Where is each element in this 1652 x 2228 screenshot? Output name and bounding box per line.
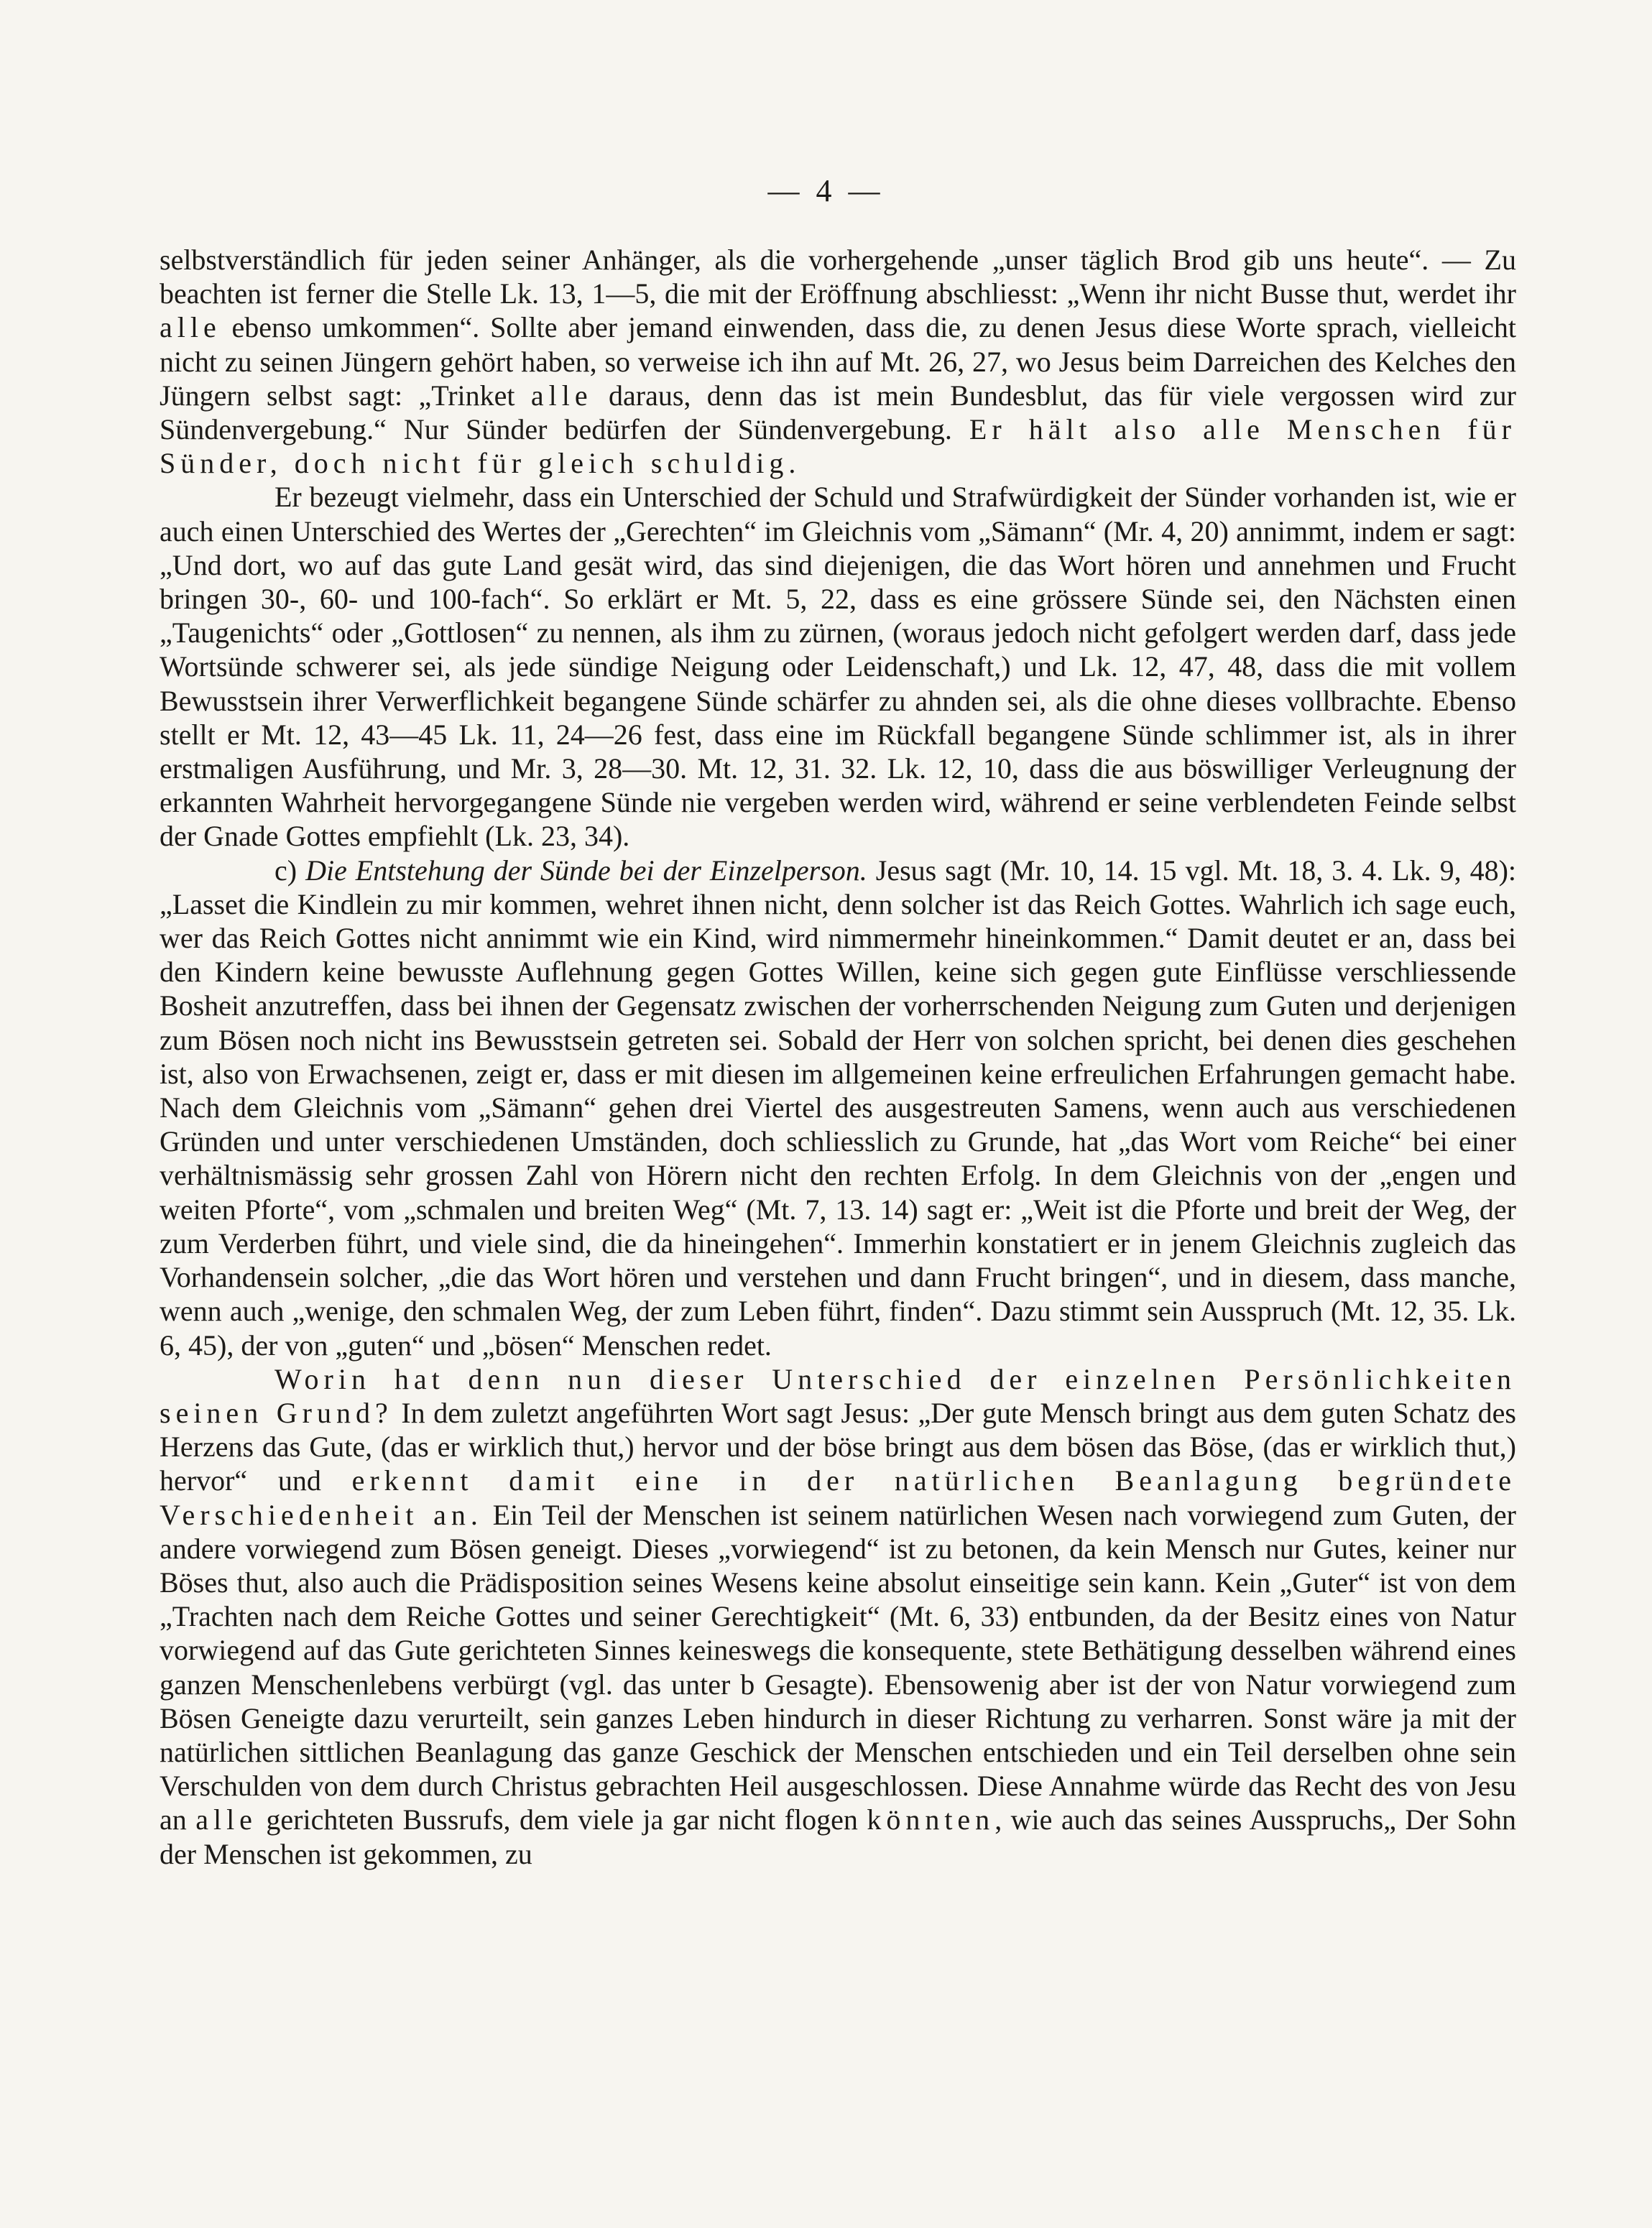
text-run: gerichteten Bussrufs, dem viele ja gar nicht flogen (257, 1803, 867, 1836)
italic-heading: Die Entstehung der Sünde bei der Einzelperson. (305, 854, 867, 887)
text-run: Er bezeugt vielmehr, dass ein Unterschied der Schuld und Strafwürdigkeit der Sünder vorhanden ist, wie er auch einen Unterschied des Wertes der „Gerechten“ im Gleichnis vom „Sämann“ (Mr. 4, 20) annimmt, indem er sagt: „Und dort, wo auf das gute Land gesät wird, das sind diejenigen, die das Wort hören und annehmen und Frucht bringen 30-, 60- und 100-fach“. So erklärt er Mt. 5, 22, dass es eine grössere Sünde sei, den Nächsten einen „Taugenichts“ oder „Gottlosen“ zu nennen, als ihm zu zürnen, (woraus jedoch nicht gefolgert werden darf, dass jede Wortsünde schwerer sei, als jede sündige Neigung oder Leidenschaft,) und Lk. 12, 47, 48, dass die mit vollem Bewusstsein ihrer Verwerflichkeit begangene Sünde schärfer zu ahnden sei, als die ohne dieses vollbrachte. Ebenso stellt er Mt. 12, 43—45 Lk. 11, 24—26 fest, dass eine im Rückfall begangene Sünde schlimmer ist, als in ihrer erstmaligen Ausführung, und Mr. 3, 28—30. Mt. 12, 31. 32. Lk. 12, 10, dass die aus böswilliger Verleugnung der erkannten Wahrheit hervorgegangene Sünde nie vergeben werden wird, während er seine verblendeten Feinde selbst der Gnade Gottes empfiehlt (Lk. 23, 34). (160, 481, 1516, 853)
text-run: c) (274, 854, 306, 887)
paragraph (160, 480, 1516, 853)
spaced-emphasis: Worin hat denn nun dieser Unterschied der einzelnen Persönlichkeiten seinen Grund? (160, 1362, 1516, 1429)
text-run: selbstverständlich für jeden seiner Anhänger, als die vorhergehende „unser täglich Brod gib uns heute“. — Zu beachten ist ferner die Stelle Lk. 13, 1—5, die mit der Eröffnung abschliesst: „Wenn ihr nicht Busse thut, werdet ihr (160, 244, 1516, 310)
spaced-emphasis: könnten (867, 1803, 995, 1836)
spaced-emphasis: erkennt damit eine in der natürlichen Beanlagung begründete Verschiedenheit an. (160, 1464, 1516, 1531)
spaced-emphasis: Er hält also alle Menschen für Sünder, doch nicht für gleich schuldig. (160, 413, 1516, 480)
text-run: In dem zuletzt angeführten Wort sagt Jesus: „Der gute Mensch bringt aus dem guten Schatz des Herzens das Gute, (das er wirklich thut,) hervor und der böse bringt aus dem bösen das Böse, (das er wirklich thut,) hervor“ und (160, 1396, 1516, 1497)
text-run: daraus, denn das ist mein Bundesblut, das für viele vergossen wird zur Sündenvergebung.“ Nur Sünder bedürfen der Sündenvergebung. (160, 379, 1516, 446)
text-run: Ein Teil der Menschen ist seinem natürlichen Wesen nach vorwiegend zum Guten, der andere vorwiegend zum Bösen geneigt. Dieses „vorwiegend“ ist zu betonen, da kein Mensch nur Gutes, keiner nur Böses thut, also auch die Prädisposition seines Wesens keine absolut einseitige sein kann. Kein „Guter“ ist von dem „Trachten nach dem Reiche Gottes und seiner Gerechtigkeit“ (Mt. 6, 33) entbunden, da der Besitz eines von Natur vorwiegend auf das Gute gerichteten Sinnes keineswegs die konsequente, stete Bethätigung desselben während eines ganzen Menschenlebens verbürgt (vgl. das unter b Gesagte). Ebensowenig aber ist der von Natur vorwiegend zum Bösen Geneigte dazu verurteilt, sein ganzes Leben hindurch in dieser Richtung zu verharren. Sonst wäre ja mit der natürlichen sittlichen Beanlagung das ganze Geschick der Menschen entschieden und ein Teil derselben ohne sein Verschulden von dem durch Christus gebrachten Heil ausgeschlossen. Diese Annahme würde das Recht des von Jesu an (160, 1498, 1516, 1836)
text-run: , wie auch das seines Ausspruchs„ Der Sohn der Menschen ist gekommen, zu (160, 1803, 1517, 1870)
text-run: Jesus sagt (Mr. 10, 14. 15 vgl. Mt. 18, 3. 4. Lk. 9, 48): „Lasset die Kindlein zu mir kommen, wehret ihnen nicht, denn solcher ist das Reich Gottes. Wahrlich ich sage euch, wer das Reich Gottes nicht annimmt wie ein Kind, wird nimmermehr hineinkommen.“ Damit deutet er an, dass bei den Kindern keine bewusste Auflehnung gegen Gottes Willen, keine sich gegen gute Einflüsse verschliessende Bosheit anzutreffen, dass bei ihnen der Gegensatz zwischen der vorherrschenden Neigung zum Guten und derjenigen zum Bösen noch nicht ins Bewusstsein getreten sei. Sobald der Herr von solchen spricht, bei denen dies geschehen ist, also von Erwachsenen, zeigt er, dass er mit diesen im allgemeinen keine erfreulichen Erfahrungen gemacht habe. Nach dem Gleichnis vom „Sämann“ gehen drei Viertel des ausgestreuten Samens, wenn auch aus verschiedenen Gründen und unter verschiedenen Umständen, doch schliesslich zu Grunde, hat „das Wort vom Reiche“ bei einer verhältnismässig sehr grossen Zahl von Hörern nicht den rechten Erfolg. In dem Gleichnis von der „engen und weiten Pforte“, vom „schmalen und breiten Weg“ (Mt. 7, 13. 14) sagt er: „Weit ist die Pforte und breit der Weg, der zum Verderben führt, und viele sind, die da hineingehen“. Immerhin konstatiert er in jenem Gleichnis zugleich das Vorhandensein solcher, „die das Wort hören und verstehen und dann Frucht bringen“, und in diesem, dass manche, wenn auch „wenige, den schmalen Weg, der zum Leben führt, finden“. Dazu stimmt sein Ausspruch (Mt. 12, 35. Lk. 6, 45), der von „guten“ und „bösen“ Menschen redet. (160, 854, 1517, 1362)
spaced-emphasis: alle (530, 379, 593, 412)
page-number: — 4 — (767, 173, 885, 208)
paragraph (160, 854, 1516, 1362)
paragraph (160, 1362, 1516, 1871)
text-run: ebenso umkommen“. Sollte aber jemand einwenden, dass die, zu denen Jesus diese Worte sprach, vielleicht nicht zu seinen Jüngern gehört haben, so verweise ich ihn auf Mt. 26, 27, wo Jesus beim Darreichen des Kelches den Jüngern selbst sagt: „Trinket (160, 311, 1516, 412)
spaced-emphasis: alle (195, 1803, 257, 1836)
paragraph (160, 243, 1516, 480)
spaced-emphasis: alle (160, 311, 221, 344)
body-text (160, 243, 1516, 1871)
